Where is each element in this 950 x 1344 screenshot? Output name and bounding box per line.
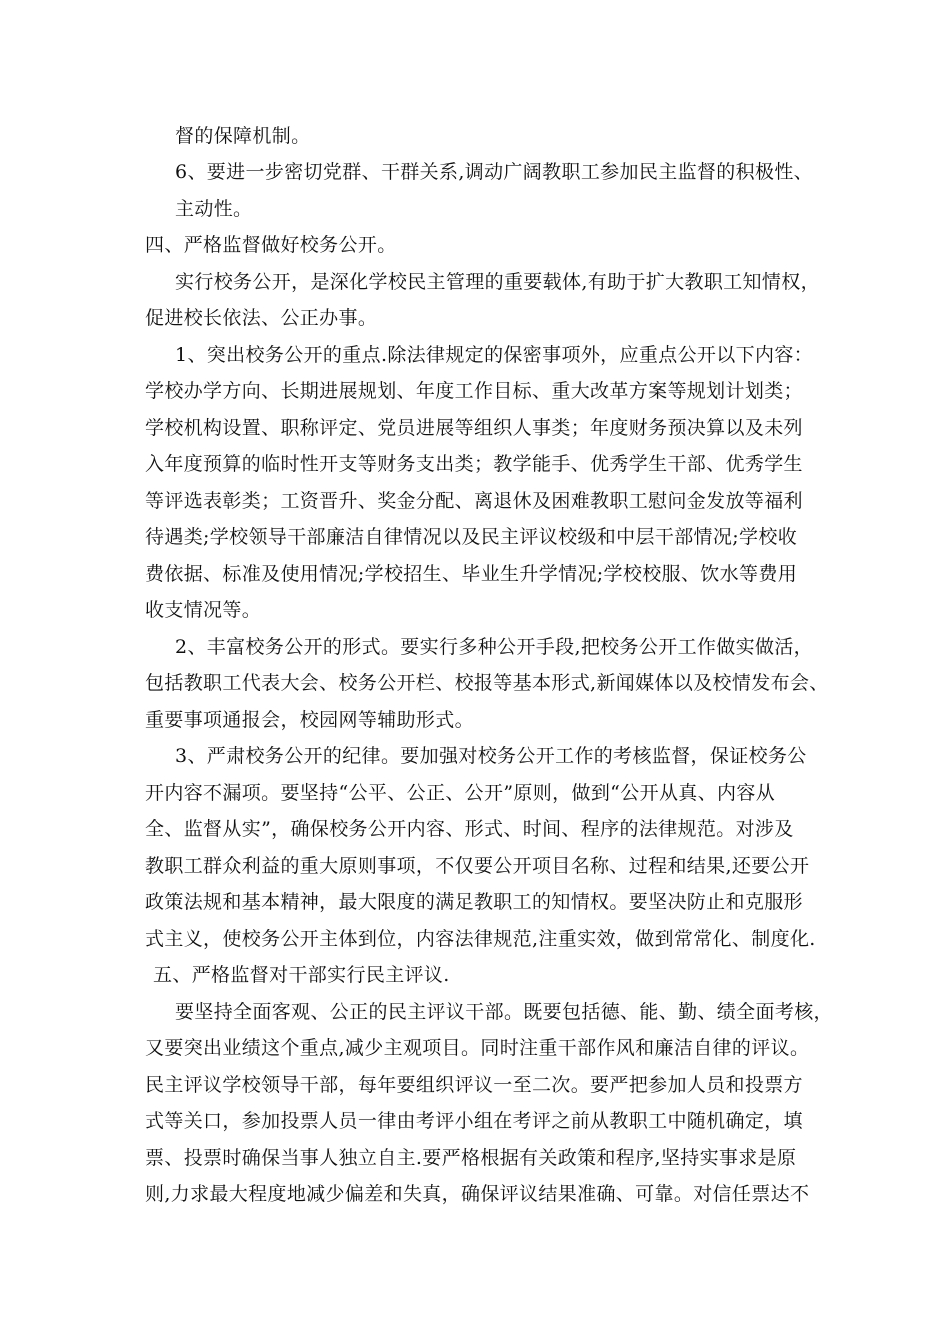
- section-heading: 五、严格监督对干部实行民主评议.: [153, 964, 450, 986]
- text-line: 重要事项通报会，校园网等辅助形式。: [145, 709, 474, 731]
- text-line: 等评选表彰类；工资晋升、奖金分配、离退休及困难教职工慰问金发放等福利: [145, 490, 803, 512]
- text-line: 又要突出业绩这个重点,减少主观项目。同时注重干部作风和廉洁自律的评议。: [145, 1037, 810, 1059]
- text-line: 民主评议学校领导干部，每年要组织评议一至二次。要严把参加人员和投票方: [145, 1074, 803, 1096]
- text-line: 促进校长依法、公正办事。: [145, 307, 378, 329]
- text-line: 政策法规和基本精神，最大限度的满足教职工的知情权。要坚决防止和克服形: [145, 891, 803, 913]
- text-line: 教职工群众利益的重大原则事项，不仅要公开项目名称、过程和结果,还要公开: [145, 855, 810, 877]
- text-line: 1、突出校务公开的重点.除法律规定的保密事项外，应重点公开以下内容：: [175, 344, 814, 366]
- text-line: 包括教职工代表大会、校务公开栏、校报等基本形式,新闻媒体以及校情发布会、: [145, 672, 829, 694]
- text-line: 实行校务公开，是深化学校民主管理的重要载体,有助于扩大教职工知情权，: [175, 271, 820, 293]
- text-line: 开内容不漏项。要坚持“公平、公正、公开”原则，做到“公开从真、内容从: [145, 782, 776, 804]
- text-line: 要坚持全面客观、公正的民主评议干部。既要包括德、能、勤、绩全面考核，: [175, 1001, 833, 1023]
- text-line: 票、投票时确保当事人独立自主.要严格根据有关政策和程序,坚持实事求是原: [145, 1147, 797, 1169]
- text-line: 待遇类;学校领导干部廉洁自律情况以及民主评议校级和中层干部情况;学校收: [145, 526, 798, 548]
- text-line: 全、监督从实”，确保校务公开内容、形式、时间、程序的法律规范。对涉及: [145, 818, 794, 840]
- text-line: 式主义，使校务公开主体到位，内容法律规范,注重实效，做到常常化、制度化.: [145, 928, 816, 950]
- text-line: 主动性。: [175, 198, 253, 220]
- text-line: 6、要进一步密切党群、干群关系,调动广阔教职工参加民主监督的积极性、: [175, 161, 814, 183]
- text-line: 学校机构设置、职称评定、党员进展等组织人事类；年度财务预决算以及未列: [145, 417, 803, 439]
- text-line: 费依据、标准及使用情况;学校招生、毕业生升学情况;学校校服、饮水等费用: [145, 563, 798, 585]
- text-line: 2、丰富校务公开的形式。要实行多种公开手段,把校务公开工作做实做活，: [175, 636, 814, 658]
- text-line: 3、严肃校务公开的纪律。要加强对校务公开工作的考核监督，保证校务公: [175, 745, 807, 767]
- text-line: 入年度预算的临时性开支等财务支出类；教学能手、优秀学生干部、优秀学生: [145, 453, 803, 475]
- text-line: 式等关口，参加投票人员一律由考评小组在考评之前从教职工中随机确定，填: [145, 1110, 803, 1132]
- text-line: 则,力求最大程度地减少偏差和失真，确保评议结果准确、可靠。对信任票达不: [145, 1183, 810, 1205]
- text-line: 收支情况等。: [145, 599, 262, 621]
- text-line: 学校办学方向、长期进展规划、年度工作目标、重大改革方案等规划计划类；: [145, 380, 803, 402]
- text-line: 督的保障机制。: [175, 125, 311, 147]
- section-heading: 四、严格监督做好校务公开。: [145, 234, 397, 256]
